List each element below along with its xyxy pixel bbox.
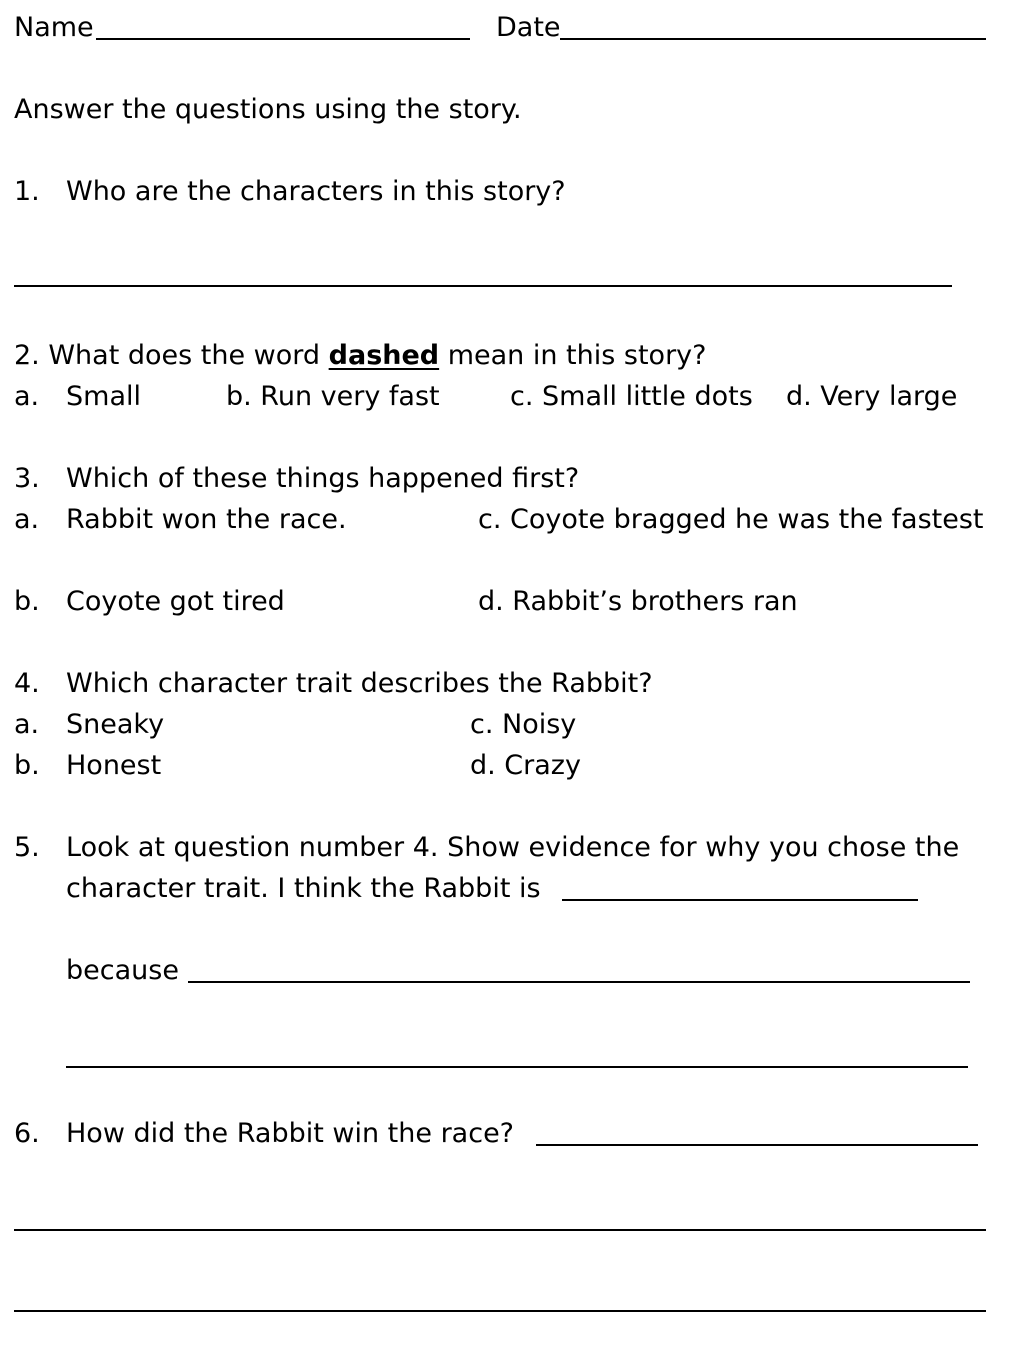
question-text: Who are the characters in this story? <box>66 176 566 207</box>
question-text: Look at question number 4. Show evidence for why you chose the <box>66 832 960 863</box>
answer-line-1[interactable] <box>14 285 952 287</box>
option-b[interactable]: Coyote got tired <box>66 586 285 617</box>
option-a-letter: a. <box>14 504 40 535</box>
question-text: Which of these things happened first? <box>66 463 580 494</box>
question-number: 1. <box>14 176 40 207</box>
option-d[interactable]: d. Crazy <box>470 750 581 781</box>
option-c[interactable]: c. Small little dots <box>510 381 753 412</box>
question-text: How did the Rabbit win the race? <box>66 1118 515 1149</box>
option-b-letter: b. <box>14 750 40 781</box>
question-number: 4. <box>14 668 40 699</box>
question-text-continued: character trait. I think the Rabbit is <box>66 873 541 904</box>
option-b[interactable]: b. Run very fast <box>226 381 440 412</box>
name-label: Name <box>14 12 94 43</box>
question-number: 5. <box>14 832 40 863</box>
option-a-letter: a. <box>14 381 40 412</box>
option-d[interactable]: d. Very large <box>786 381 958 412</box>
option-a[interactable]: Small <box>66 381 141 412</box>
option-a[interactable]: Rabbit won the race. <box>66 504 347 535</box>
option-c[interactable]: c. Noisy <box>470 709 577 740</box>
question-number: 3. <box>14 463 40 494</box>
trait-answer-field[interactable] <box>562 899 918 901</box>
because-label: because <box>66 955 179 986</box>
date-label: Date <box>496 12 561 43</box>
option-a[interactable]: Sneaky <box>66 709 165 740</box>
keyword-dashed: dashed <box>328 340 440 371</box>
question-text: Which character trait describes the Rabbit? <box>66 668 653 699</box>
option-b[interactable]: Honest <box>66 750 162 781</box>
question-text: 2. What does the word dashed mean in this story? <box>14 340 707 371</box>
option-c[interactable]: c. Coyote bragged he was the fastest <box>478 504 984 535</box>
option-a-letter: a. <box>14 709 40 740</box>
name-field[interactable] <box>96 38 470 40</box>
option-b-letter: b. <box>14 586 40 617</box>
answer-line-5[interactable] <box>66 1066 968 1068</box>
answer-line-6b[interactable] <box>14 1310 986 1312</box>
option-d[interactable]: d. Rabbit’s brothers ran <box>478 586 798 617</box>
because-answer-field[interactable] <box>188 981 970 983</box>
question-number: 6. <box>14 1118 40 1149</box>
date-field[interactable] <box>560 38 986 40</box>
race-answer-field[interactable] <box>536 1144 978 1146</box>
answer-line-6a[interactable] <box>14 1229 986 1231</box>
